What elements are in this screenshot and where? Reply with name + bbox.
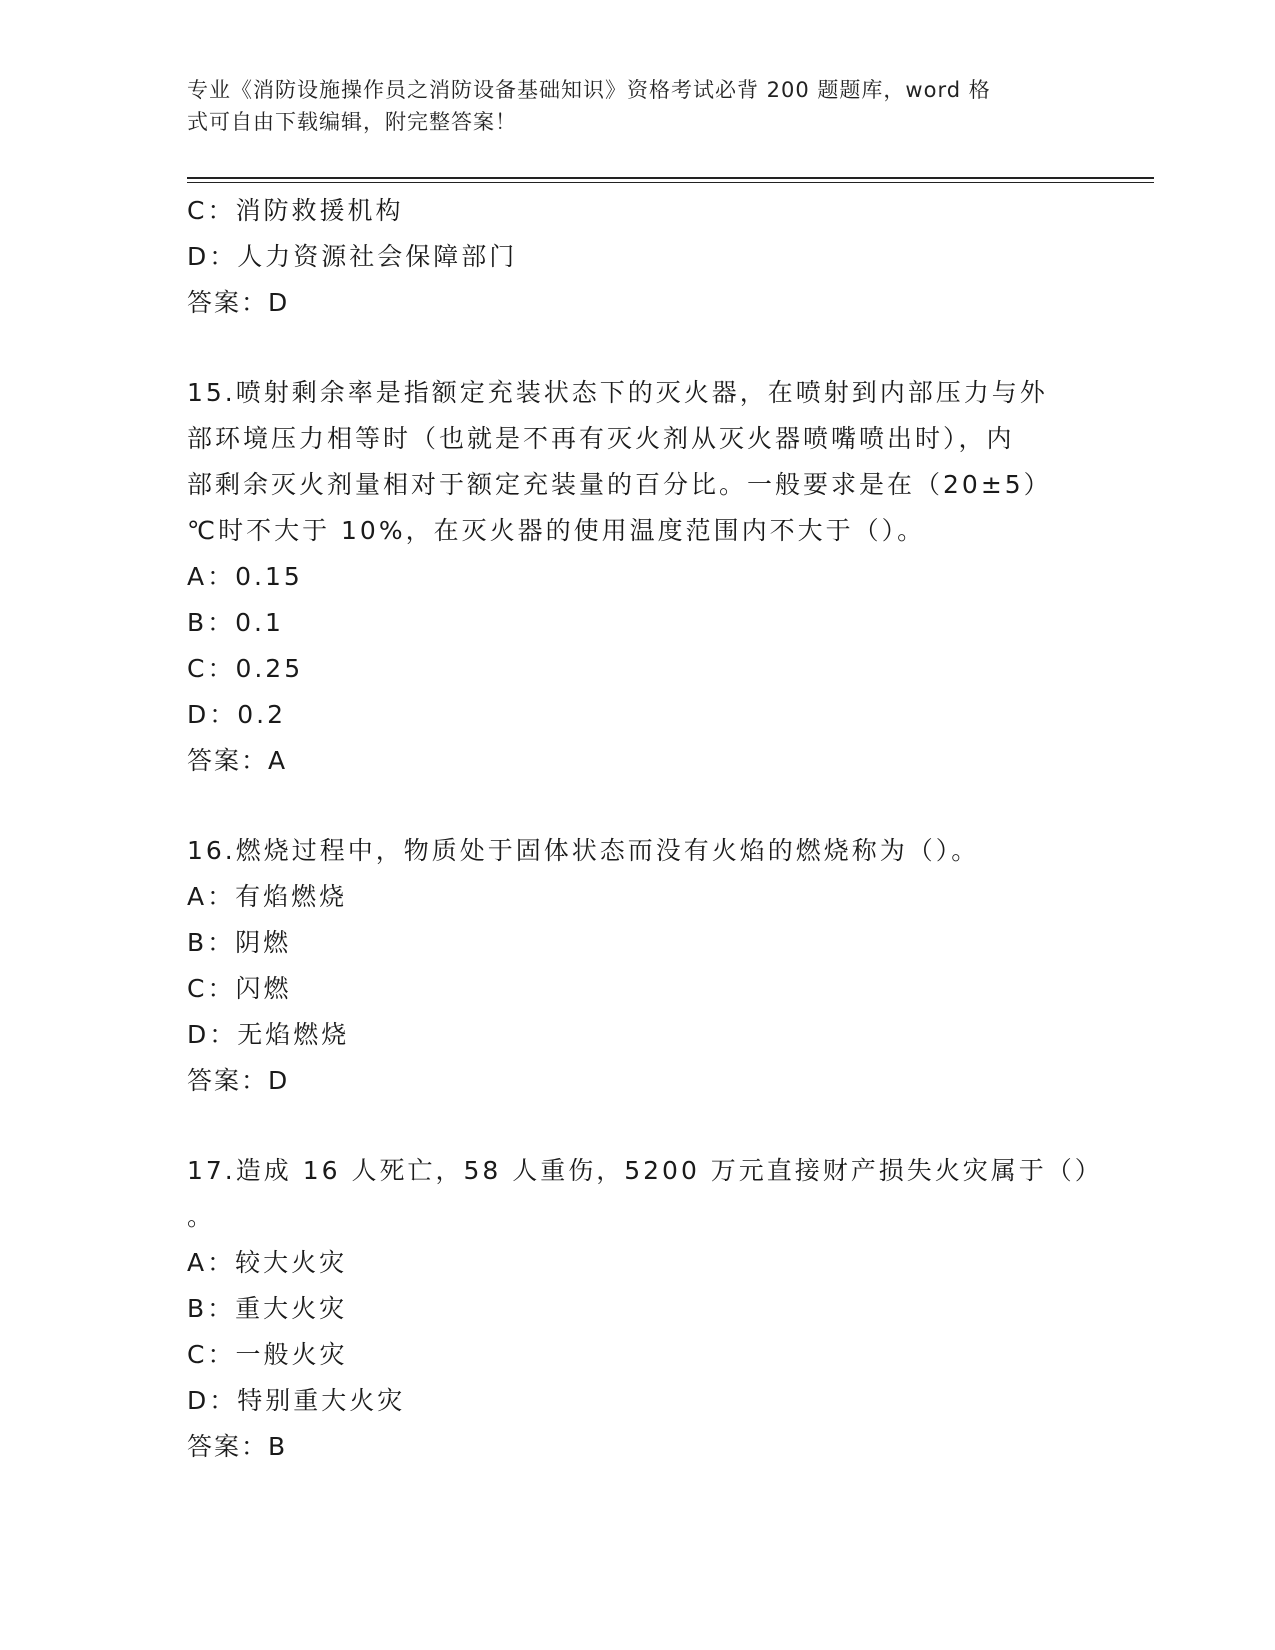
question-list: [187, 188, 1103, 1470]
option-c: C：闪燃: [187, 974, 292, 1003]
option-d: D：特别重大火灾: [187, 1386, 406, 1415]
header-line-2: 式可自由下载编辑，附完整答案！: [187, 110, 517, 134]
option-c: C：0.25: [187, 654, 304, 683]
option-c: C：一般火灾: [187, 1340, 348, 1369]
spacer: [187, 1104, 1087, 1148]
question-16: [187, 828, 1087, 1104]
option-b: B：阴燃: [187, 928, 292, 957]
answer-line: 答案：A: [187, 746, 288, 775]
header-divider-thin: [187, 182, 1154, 183]
option-b: B：重大火灾: [187, 1294, 348, 1323]
answer-line: 答案：D: [187, 288, 290, 317]
option-d: D：人力资源社会保障部门: [187, 242, 518, 271]
option-d: D：0.2: [187, 700, 287, 729]
option-a: A：较大火灾: [187, 1248, 348, 1277]
question-15: [187, 370, 1087, 784]
document-header: [187, 74, 1067, 138]
option-d: D：无焰燃烧: [187, 1020, 350, 1049]
option-b: B：0.1: [187, 608, 284, 637]
header-line-1: 专业《消防设施操作员之消防设备基础知识》资格考试必背 200 题题库，word 格: [187, 78, 991, 102]
question-17: [187, 1148, 1103, 1470]
question-stem-line: 16.燃烧过程中，物质处于固体状态而没有火焰的燃烧称为（）。: [187, 836, 980, 865]
question-stem-line: 部剩余灭火剂量相对于额定充装量的百分比。一般要求是在（20±5）: [187, 470, 1052, 499]
question-stem-line: 。: [187, 1202, 216, 1231]
option-a: A：有焰燃烧: [187, 882, 348, 911]
question-stem-line: 17.造成 16 人死亡，58 人重伤，5200 万元直接财产损失火灾属于（）: [187, 1156, 1103, 1185]
answer-line: 答案：D: [187, 1066, 290, 1095]
option-a: A：0.15: [187, 562, 303, 591]
option-c: C：消防救援机构: [187, 196, 404, 225]
question-stem-line: ℃时不大于 10%，在灭火器的使用温度范围内不大于（）。: [187, 516, 926, 545]
question-stem-line: 部环境压力相等时（也就是不再有灭火剂从灭火器喷嘴喷出时），内: [187, 424, 1015, 453]
header-divider-thick: [187, 177, 1154, 179]
spacer: [187, 326, 1087, 370]
question-stem-line: 15.喷射剩余率是指额定充装状态下的灭火器，在喷射到内部压力与外: [187, 378, 1048, 407]
spacer: [187, 784, 1087, 828]
answer-line: 答案：B: [187, 1432, 288, 1461]
